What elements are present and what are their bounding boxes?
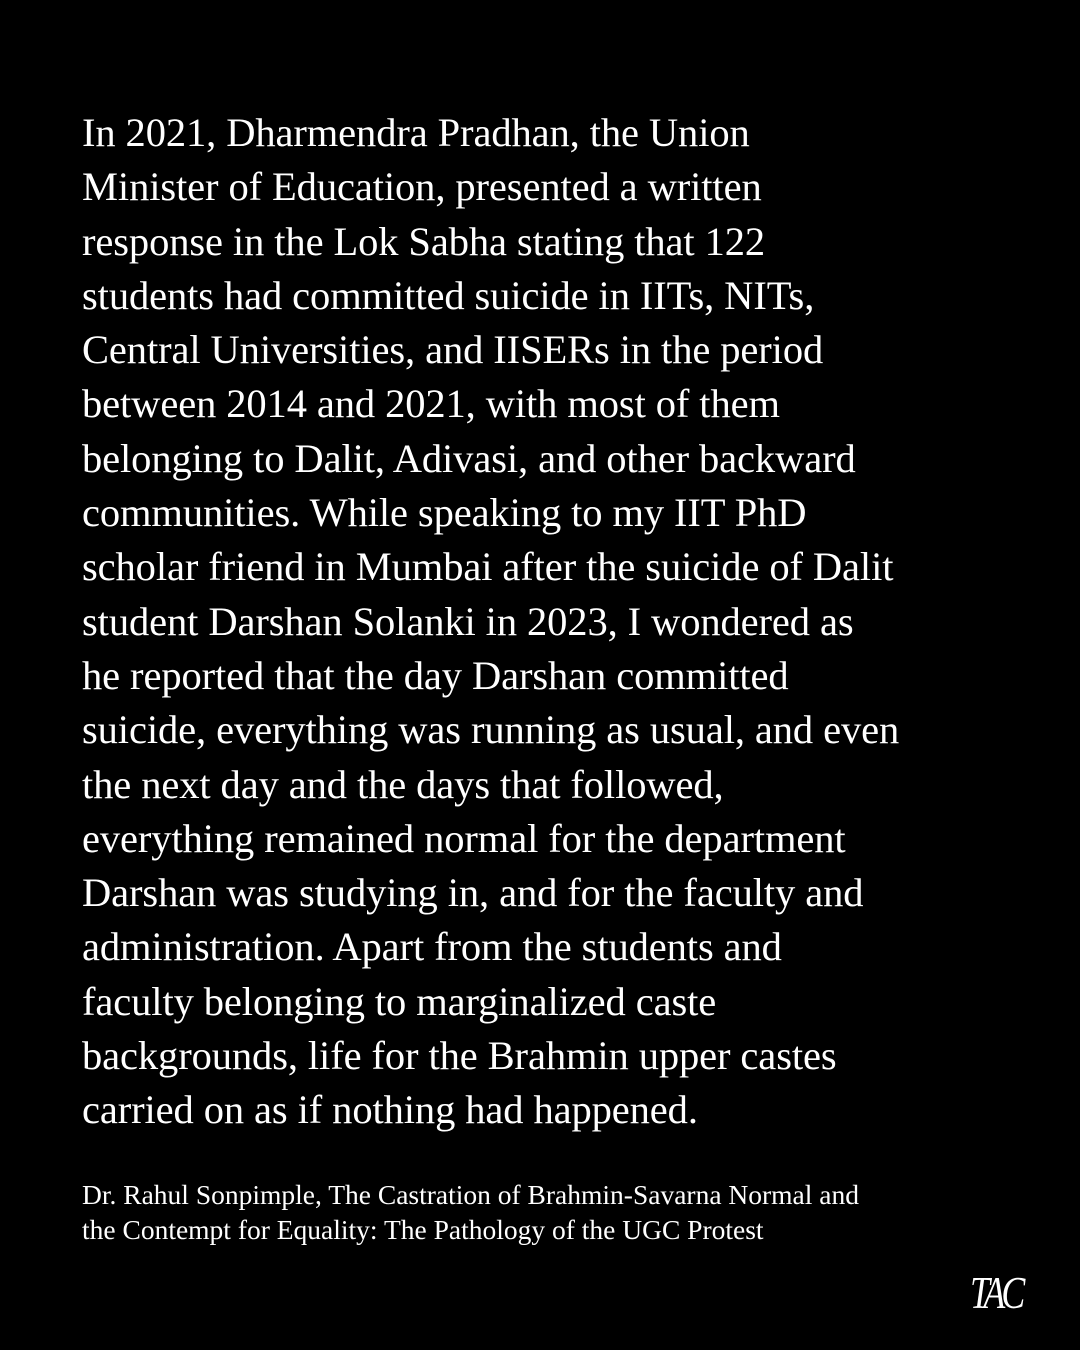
- quote-line: between 2014 and 2021, with most of them: [82, 381, 780, 427]
- quote-line: Central Universities, and IISERs in the period: [82, 327, 824, 373]
- quote-line: the next day and the days that followed,: [82, 761, 724, 807]
- quote-line: communities. While speaking to my IIT PhD: [82, 490, 807, 536]
- quote-line: scholar friend in Mumbai after the suicide of Dalit: [82, 544, 894, 590]
- quote-line: Minister of Education, presented a written: [82, 164, 762, 210]
- quote-line: In 2021, Dharmendra Pradhan, the Union: [82, 110, 750, 155]
- quote-line: carried on as if nothing had happened.: [82, 1087, 698, 1133]
- quote-line: student Darshan Solanki in 2023, I wondered as: [82, 598, 854, 644]
- quote-line: backgrounds, life for the Brahmin upper castes: [82, 1033, 837, 1079]
- quote-line: administration. Apart from the students and: [82, 924, 782, 970]
- quote-body: [82, 106, 1032, 1138]
- quote-line: faculty belonging to marginalized caste: [82, 978, 717, 1024]
- quote-line: Darshan was studying in, and for the faculty and: [82, 870, 864, 916]
- quote-line: suicide, everything was running as usual, and even: [82, 707, 900, 753]
- quote-line: he reported that the day Darshan committed: [82, 652, 789, 698]
- quote-line: students had committed suicide in IITs, NITs,: [82, 272, 815, 318]
- citation: [82, 1177, 1032, 1247]
- citation-line: Dr. Rahul Sonpimple, The Castration of Brahmin-Savarna Normal and: [82, 1179, 859, 1210]
- quote-line: response in the Lok Sabha stating that 122: [82, 218, 766, 264]
- brand-logo: TAC: [970, 1267, 1022, 1318]
- quote-line: belonging to Dalit, Adivasi, and other backward: [82, 435, 856, 481]
- citation-line: the Contempt for Equality: The Pathology of the UGC Protest: [82, 1214, 764, 1245]
- quote-line: everything remained normal for the department: [82, 815, 846, 861]
